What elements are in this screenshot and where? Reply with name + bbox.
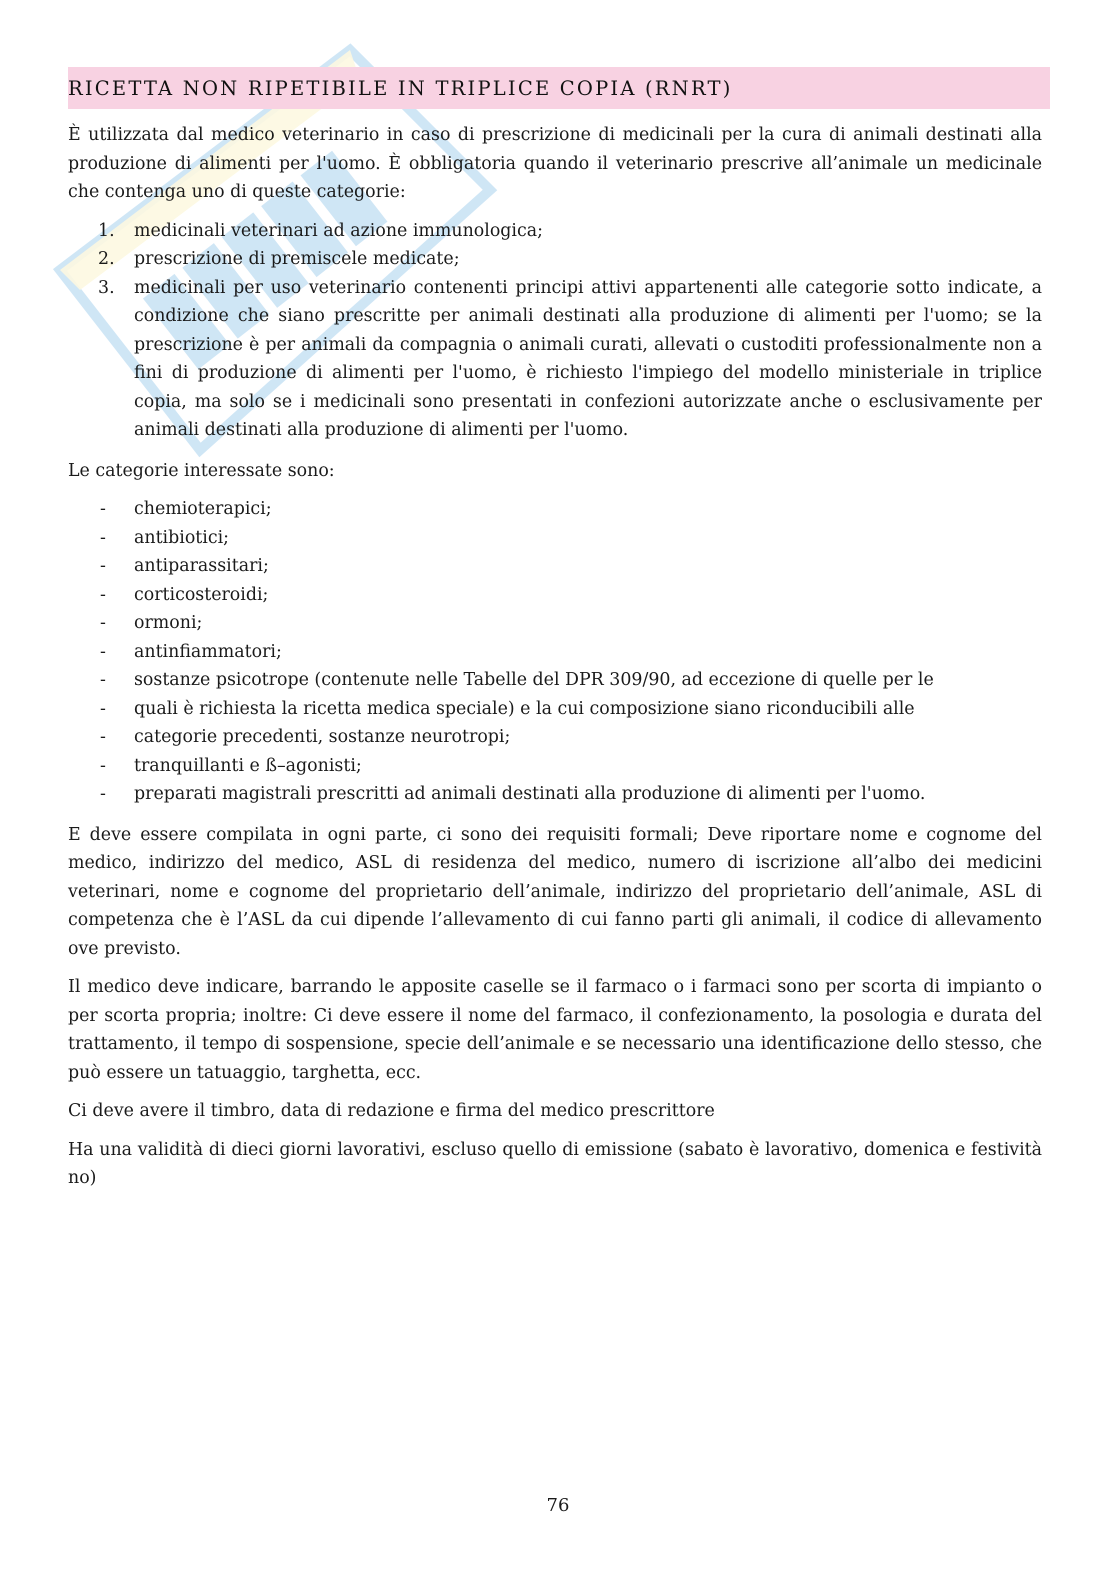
list-item-text: antinfiammatori; [134, 641, 282, 662]
list-item-text: corticosteroidi; [134, 584, 269, 605]
list-item-text: prescrizione di premiscele medicate; [134, 249, 460, 269]
bullet-dash: - [100, 584, 106, 605]
list-item [68, 495, 1042, 524]
bullet-dash: - [100, 698, 106, 719]
body-paragraph: Il medico deve indicare, barrando le apposite caselle se il farmaco o i farmaci sono per scorta di impianto o per scorta propria; inoltre: Ci deve essere il nome del farmaco, il confezionamento, la posologia e durata del trattamento, il tempo di sospensione, specie dell’animale e se necessario una identificazione dello stesso, che può essere un tatuaggio, targhetta, ecc. [68, 977, 1042, 1083]
body-paragraph: Ci deve avere il timbro, data di redazione e firma del medico prescrittore [68, 1101, 715, 1121]
list-item [68, 609, 1042, 638]
page-number: 76 [546, 1495, 570, 1516]
intro-paragraph: È utilizzata dal medico veterinario in caso di prescrizione di medicinali per la cura di animali destinati alla produzione di alimenti per l'uomo. È obbligatoria quando il veterinario prescrive all’animale un medicinale che contenga uno di queste categorie: [68, 125, 1042, 202]
list-item [68, 274, 1042, 445]
list-item [68, 723, 1042, 752]
document-page [68, 67, 1050, 1203]
list-item [68, 780, 1042, 809]
list-item-text: antibiotici; [134, 527, 229, 548]
list-item-text: antiparassitari; [134, 556, 269, 576]
document-body [68, 121, 1042, 1193]
list-item-text: medicinali veterinari ad azione immunologica; [134, 220, 543, 241]
list-item-text: categorie precedenti, sostanze neurotropi; [134, 727, 511, 747]
bullet-dash: - [100, 755, 106, 776]
bullet-dash: - [100, 641, 106, 662]
list-item-text: medicinali per uso veterinario contenenti principi attivi appartenenti alle categorie sotto indicate, a condizione che siano prescritte per animali destinati alla produzione di alimenti per l'uomo; se la prescrizione è per animali da compagnia o animali curati, allevati o custoditi professionalmente non a fini di produzione di alimenti per l'uomo, è richiesto l'impiego del modello ministeriale in triplice copia, ma solo se i medicinali sono presentati in confezioni autorizzate anche o esclusivamente per animali destinati alla produzione di alimenti per l'uomo. [134, 277, 1042, 440]
list-number: 2. [98, 249, 115, 269]
list-item [68, 666, 1042, 695]
categories-list [68, 495, 1042, 809]
list-item [68, 217, 1042, 246]
list-item-text: chemioterapici; [134, 499, 272, 519]
list-item [68, 581, 1042, 610]
bullet-dash: - [100, 499, 106, 519]
list-item-text: tranquillanti e ß–agonisti; [134, 755, 362, 776]
body-paragraph: Ha una validità di dieci giorni lavorativi, escluso quello di emissione (sabato è lavorativo, domenica e festività no) [68, 1139, 1042, 1188]
list-item [68, 752, 1042, 781]
list-item [68, 552, 1042, 581]
list-item-text: sostanze psicotrope (contenute nelle Tabelle del DPR 309/90, ad eccezione di quelle per le [134, 670, 934, 690]
list-item-text: ormoni; [134, 613, 203, 633]
section-title: RICETTA NON RIPETIBILE IN TRIPLICE COPIA (RNRT) [68, 76, 733, 100]
bullet-dash: - [100, 527, 106, 548]
bullet-dash: - [100, 556, 106, 576]
bullet-dash: - [100, 670, 106, 690]
list-item-text: preparati magistrali prescritti ad animali destinati alla produzione di alimenti per l'uomo. [134, 784, 926, 804]
bullet-dash: - [100, 613, 106, 633]
bullet-dash: - [100, 784, 106, 804]
list-item [68, 695, 1042, 724]
list-number: 1. [98, 220, 115, 241]
categories-intro: Le categorie interessate sono: [68, 460, 335, 481]
section-title-bar [68, 67, 1050, 109]
body-paragraph: E deve essere compilata in ogni parte, ci sono dei requisiti formali; Deve riportare nome e cognome del medico, indirizzo del medico, ASL di residenza del medico, numero di iscrizione all’albo dei medicini veterinari, nome e cognome del proprietario dell’animale, indirizzo del proprietario dell’animale, ASL di competenza che è l’ASL da cui dipende l’allevamento di cui fanno parti gli animali, il codice di allevamento ove previsto. [68, 824, 1042, 959]
list-item-text: quali è richiesta la ricetta medica speciale) e la cui composizione siano riconducibili alle [134, 698, 915, 719]
list-item [68, 245, 1042, 274]
numbered-list [68, 217, 1042, 445]
list-item [68, 524, 1042, 553]
list-number: 3. [98, 277, 115, 298]
list-item [68, 638, 1042, 667]
bullet-dash: - [100, 727, 106, 747]
